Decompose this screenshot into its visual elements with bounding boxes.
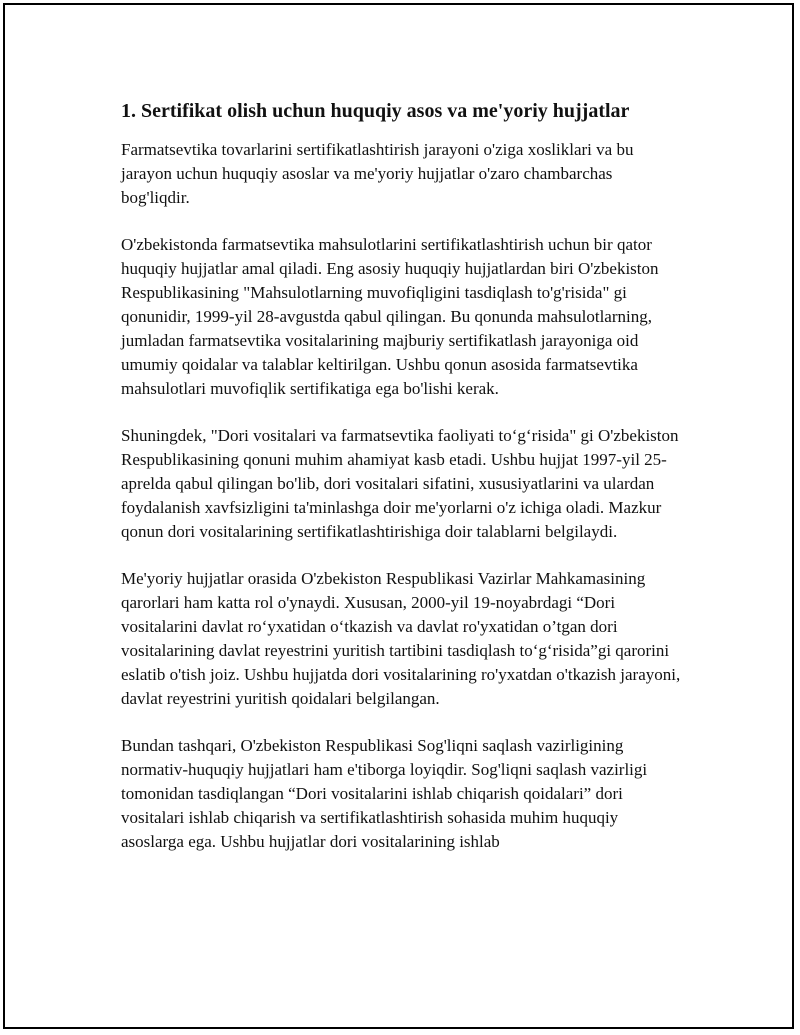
paragraph-intro: Farmatsevtika tovarlarini sertifikatlashtirish jarayoni o'ziga xosliklari va bu jarayon uchun huquqiy asoslar va me'yoriy hujjatlar o'zaro chambarchas bog'liqdir. bbox=[121, 140, 634, 207]
paragraph-health-ministry: Bundan tashqari, O'zbekiston Respublikasi Sog'liqni saqlash vazirligining normativ-huquqiy hujjatlari ham e'tiborga loyiqdir. Sog'liqni saqlash vazirligi tomonidan tasdiqlangan “Dori vositalarini ishlab chiqarish qoidalari” dori vositalari ishlab chiqarish va sertifikatlashtirish sohasida muhim huquqiy asoslarga ega. Ushbu hujjatlar dori vositalarining ishlab bbox=[121, 736, 648, 851]
paragraph-medicines-law: Shuningdek, "Dori vositalari va farmatsevtika faoliyati to‘g‘risida" gi O'zbekiston Respublikasining qonuni muhim ahamiyat kasb etadi. Ushbu hujjat 1997-yil 25-aprelda qabul qilingan bo'lib, dori vositalari sifatini, xususiyatlarini va ulardan foydalanish xavfsizligini ta'minlashga doir me'yorlarni o'z ichiga oladi. Mazkur qonun dori vositalarining sertifikatlashtirishiga doir talablarni belgilaydi. bbox=[121, 426, 679, 541]
paragraph-cabinet-resolutions: Me'yoriy hujjatlar orasida O'zbekiston Respublikasi Vazirlar Mahkamasining qarorlari ham katta rol o'ynaydi. Xususan, 2000-yil 19-noyabrdagi “Dori vositalarini davlat ro‘yxatidan o‘tkazish va davlat ro'yxatidan o’tgan dori vositalarining davlat reyestrini yuritish tartibini tasdiqlash to‘g‘risida”gi qarorini eslatib o'tish joiz. Ushbu hujjatda dori vositalarining ro'yxatdan o'tkazish jarayoni, davlat reyestrini yuritish qoidalari belgilangan. bbox=[121, 569, 681, 708]
document-body bbox=[121, 97, 681, 877]
paragraph-conformity-law: O'zbekistonda farmatsevtika mahsulotlarini sertifikatlashtirish uchun bir qator huquqiy hujjatlar amal qiladi. Eng asosiy huquqiy hujjatlardan biri O'zbekiston Respublikasining "Mahsulotlarning muvofiqligini tasdiqlash to'g'risida" gi qonunidir, 1999-yil 28-avgustda qabul qilingan. Bu qonunda mahsulotlarning, jumladan farmatsevtika vositalarining majburiy sertifikatlash jarayoniga oid umumiy qoidalar va talablar keltirilgan. Ushbu qonun asosida farmatsevtika mahsulotlari muvofiqlik sertifikatiga ega bo'lishi kerak. bbox=[121, 235, 659, 398]
document-page bbox=[3, 3, 794, 1029]
section-title: 1. Sertifikat olish uchun huquqiy asos va me'yoriy hujjatlar bbox=[121, 100, 630, 122]
